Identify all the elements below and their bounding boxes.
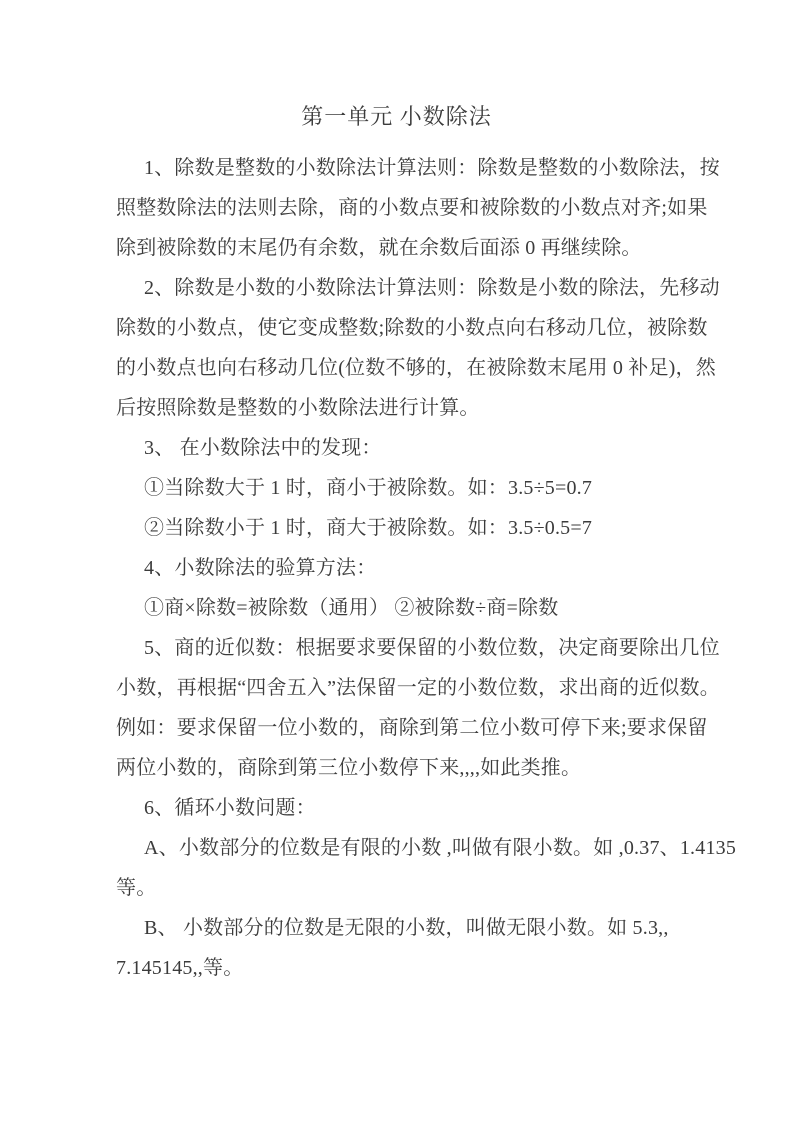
text-line: 4、小数除法的验算方法： [144, 557, 377, 579]
document-content [116, 94, 737, 988]
text-line: 两位小数的，商除到第三位小数停下来,,,,如此类推。 [116, 757, 582, 779]
text-line: 照整数除法的法则去除，商的小数点要和被除数的小数点对齐;如果 [116, 197, 708, 219]
text-line: 小数，再根据“四舍五入”法保留一定的小数位数，求出商的近似数。 [116, 677, 720, 699]
page-title: 第一单元 小数除法 [301, 104, 492, 129]
text-line: 2、除数是小数的小数除法计算法则：除数是小数的除法，先移动 [144, 277, 720, 299]
text-line: 5、商的近似数：根据要求要保留的小数位数，决定商要除出几位 [144, 637, 720, 659]
text-line: ①当除数大于 1 时，商小于被除数。如：3.5÷5=0.7 [144, 477, 593, 499]
text-line: 等。 [116, 877, 157, 899]
text-line: ①商×除数=被除数（通用） ②被除数÷商=除数 [144, 597, 559, 619]
text-line: 除到被除数的末尾仍有余数，就在余数后面添 0 再继续除。 [116, 237, 642, 259]
text-line: 6、循环小数问题： [144, 797, 316, 819]
text-line: 3、 在小数除法中的发现： [144, 437, 382, 459]
text-line: 的小数点也向右移动几位(位数不够的，在被除数末尾用 0 补足)，然 [116, 357, 716, 379]
text-line: 后按照除数是整数的小数除法进行计算。 [116, 397, 480, 419]
text-line: 7.145145,,等。 [116, 957, 244, 979]
text-line: ②当除数小于 1 时，商大于被除数。如：3.5÷0.5=7 [144, 517, 593, 539]
text-line: B、 小数部分的位数是无限的小数，叫做无限小数。如 5.3,, [144, 917, 669, 939]
text-line: A、小数部分的位数是有限的小数 ,叫做有限小数。如 ,0.37、1.4135 [144, 837, 737, 859]
text-line: 1、除数是整数的小数除法计算法则：除数是整数的小数除法，按 [144, 157, 720, 179]
text-line: 除数的小数点，使它变成整数;除数的小数点向右移动几位，被除数 [116, 317, 708, 339]
text-line: 例如：要求保留一位小数的，商除到第二位小数可停下来;要求保留 [116, 717, 708, 739]
document-body [116, 148, 737, 988]
